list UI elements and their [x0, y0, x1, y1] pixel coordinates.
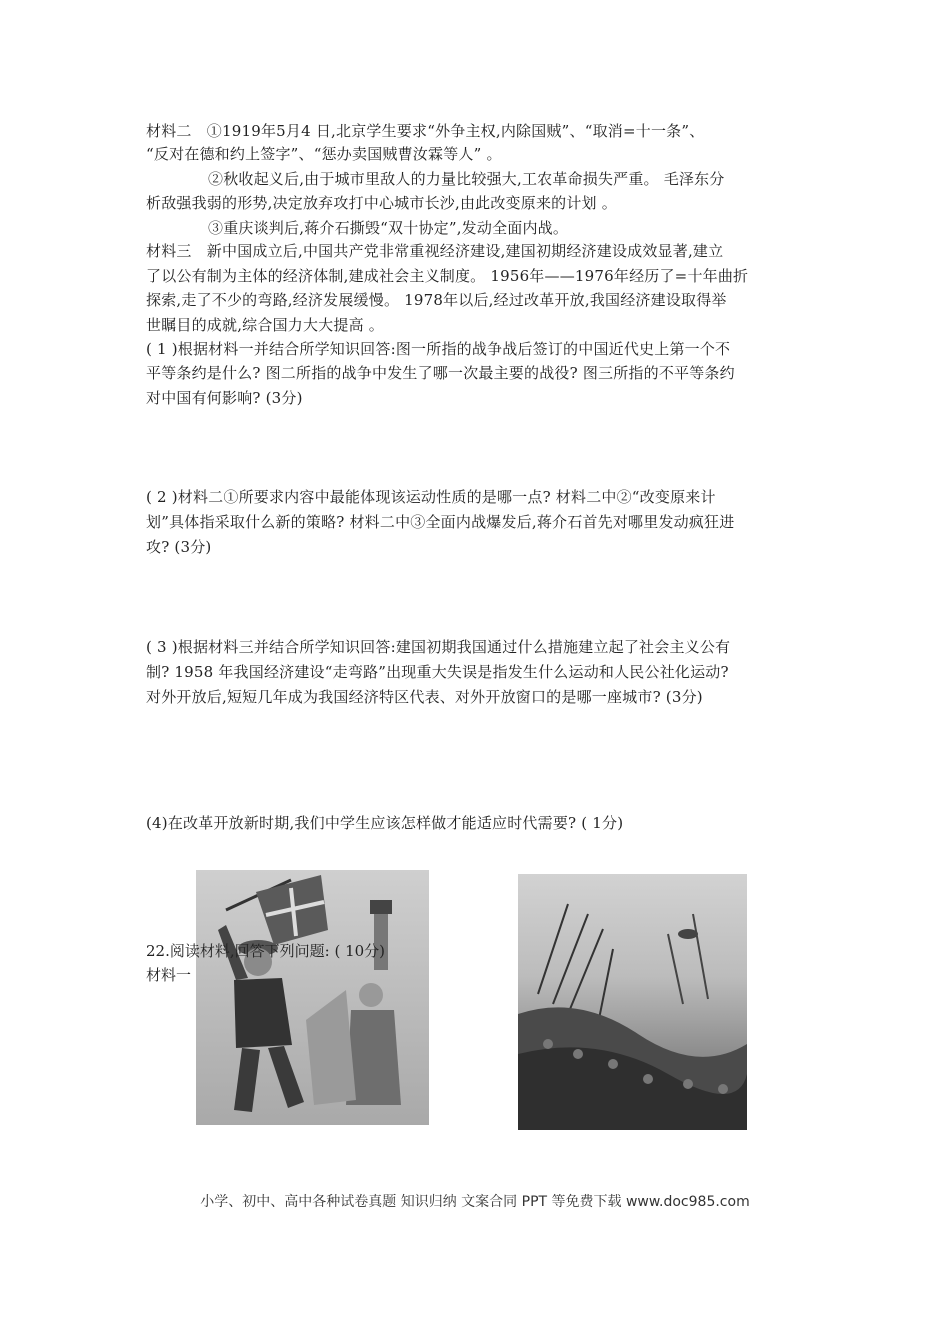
- material2-line-2: “反对在德和约上签字”、“惩办卖国贼曹汝霖等人” 。: [146, 145, 502, 163]
- question3-line-2: 制? 1958 年我国经济建设“走弯路”出现重大失误是指发生什么运动和人民公社化运动?: [146, 663, 729, 681]
- question22-material1-label: 材料一: [146, 966, 192, 984]
- material3-line-2: 了以公有制为主体的经济体制,建成社会主义制度。 1956年——1976年经历了=十年曲折: [146, 267, 749, 285]
- material2-line-1: 材料二 ①1919年5月4 日,北京学生要求“外争主权,内除国贼”、“取消=十一条”、: [146, 122, 705, 140]
- historical-photo-figure-two: [518, 874, 747, 1130]
- question22-title: 22.阅读材料,回答下列问题: ( 10分): [146, 942, 386, 960]
- question1-line-3: 对中国有何影响? (3分): [146, 389, 303, 407]
- material2-line-5: ③重庆谈判后,蒋介石撕毁“双十协定”,发动全面内战。: [208, 219, 569, 237]
- material2-line-3: ②秋收起义后,由于城市里敌人的力量比较强大,工农革命损失严重。 毛泽东分: [208, 170, 725, 188]
- material2-line-4: 析敌强我弱的形势,决定放弃攻打中心城市长沙,由此改变原来的计划 。: [146, 194, 617, 212]
- question1-line-1: ( 1 )根据材料一并结合所学知识回答:图一所指的战争战后签订的中国近代史上第一个不: [146, 340, 731, 358]
- question2-line-3: 攻? (3分): [146, 538, 212, 556]
- question2-line-2: 划”具体指采取什么新的策略? 材料二中③全面内战爆发后,蒋介石首先对哪里发动疯狂进: [146, 513, 735, 531]
- page-footer: 小学、初中、高中各种试卷真题 知识归纳 文案合同 PPT 等免费下载 www.doc985.com: [200, 1194, 750, 1210]
- crowd-harbor-illustration: [518, 874, 747, 1130]
- question1-line-2: 平等条约是什么? 图二所指的战争中发生了哪一次最主要的战役? 图三所指的不平等条约: [146, 364, 735, 382]
- question3-line-1: ( 3 )根据材料三并结合所学知识回答:建国初期我国通过什么措施建立起了社会主义公有: [146, 638, 731, 656]
- question2-line-1: ( 2 )材料二①所要求内容中最能体现该运动性质的是哪一点? 材料二中②“改变原来计: [146, 488, 716, 506]
- sailor-flag-illustration: [196, 870, 429, 1125]
- historical-photo-figure-one: [196, 870, 429, 1125]
- material3-line-1: 材料三 新中国成立后,中国共产党非常重视经济建设,建国初期经济建设成效显著,建立: [146, 242, 724, 260]
- question4-line: (4)在改革开放新时期,我们中学生应该怎样做才能适应时代需要? ( 1分): [146, 814, 624, 832]
- material3-line-4: 世瞩目的成就,综合国力大大提高 。: [146, 316, 384, 334]
- material3-line-3: 探索,走了不少的弯路,经济发展缓慢。 1978年以后,经过改革开放,我国经济建设取得举: [146, 291, 727, 309]
- question3-line-3: 对外开放后,短短几年成为我国经济特区代表、对外开放窗口的是哪一座城市? (3分): [146, 688, 703, 706]
